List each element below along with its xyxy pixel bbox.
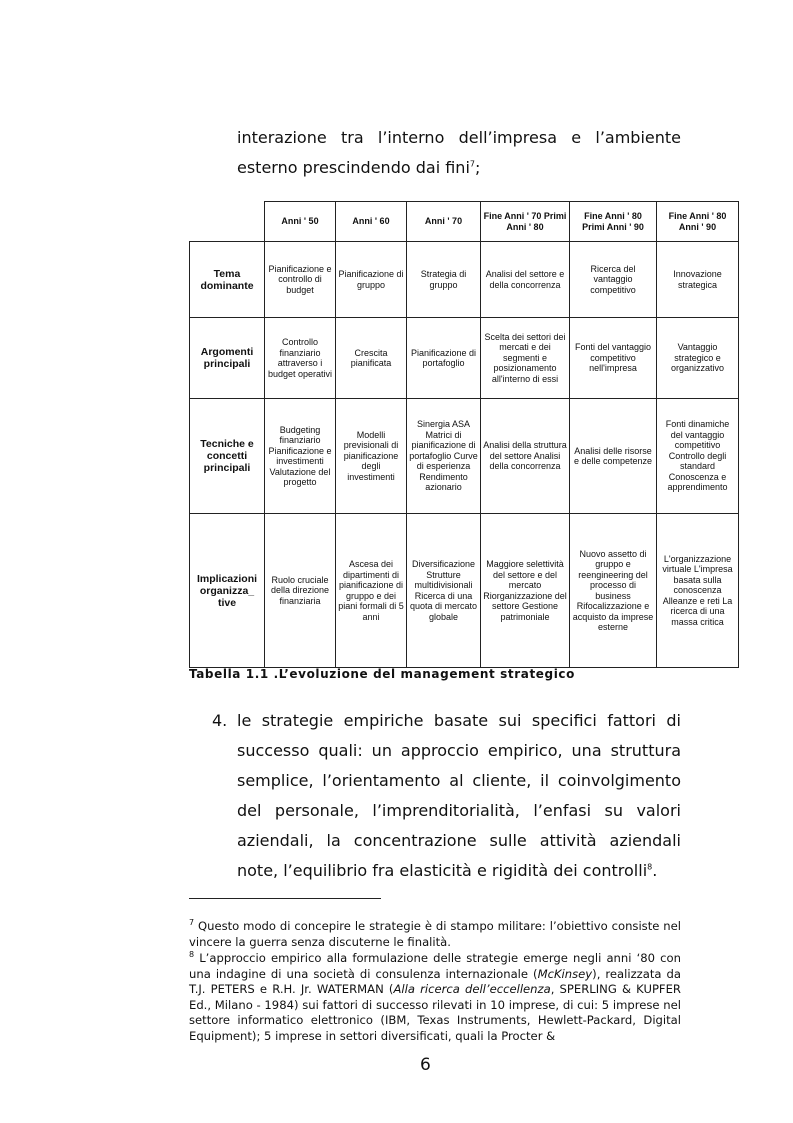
table-header: Anni ' 60: [336, 202, 407, 242]
row-label: Tecniche e concetti principali: [190, 399, 265, 514]
footnote-text: L’approccio empirico alla formulazione delle strategie emerge negli anni ‘80 con una indagine di una società di consulenza internazionale (: [189, 951, 681, 981]
table-cell: Pianificazione di portafoglio: [407, 318, 481, 399]
intro-paragraph: [237, 123, 681, 183]
list-item-4: [212, 706, 681, 886]
table-caption: Tabella 1.1 .L’evoluzione del management strategico: [189, 667, 575, 681]
page-number: 6: [420, 1055, 431, 1075]
row-label: Tema dominante: [190, 242, 265, 318]
table-cell: Modelli previsionali di pianificazione degli investimenti: [336, 399, 407, 514]
footnote-text: Questo modo di concepire le strategie è di stampo militare: l’obiettivo consiste nel vincere la guerra senza discuterne le finalità.: [189, 919, 681, 949]
table-cell: Strategia di gruppo: [407, 242, 481, 318]
table-cell: Fonti del vantaggio competitivo nell'impresa: [570, 318, 657, 399]
table-row: [190, 318, 739, 399]
table-cell: Fonti dinamiche del vantaggio competitivo Controllo degli standard Conoscenza e apprendimento: [657, 399, 739, 514]
table-cell: Controllo finanziario attraverso i budget operativi: [265, 318, 336, 399]
table-cell: Maggiore selettività del settore e del mercato Riorganizzazione del settore Gestione patrimoniale: [481, 514, 570, 668]
table-header: Fine Anni ' 80 Anni ' 90: [657, 202, 739, 242]
table-row: [190, 514, 739, 668]
evolution-table: [189, 201, 739, 668]
table-header: Fine Anni ' 80 Primi Anni ' 90: [570, 202, 657, 242]
table-cell: Budgeting finanziario Pianificazione e investimenti Valutazione del progetto: [265, 399, 336, 514]
list-item-text: le strategie empiriche basate sui specifici fattori di successo quali: un approccio empirico, una struttura semplice, l’orientamento al cliente, il coinvolgimento del personale, l’imprenditorialità, l’enfasi su valori aziendali, la concentrazione sulle attività aziendali note, l’equilibrio fra elasticità e rigidità dei controlli: [237, 711, 681, 880]
table-cell: Ricerca del vantaggio competitivo: [570, 242, 657, 318]
list-item-suffix: .: [652, 861, 658, 880]
row-label: Argomenti principali: [190, 318, 265, 399]
table-corner: [190, 202, 265, 242]
table-cell: Diversificazione Strutture multidivisionali Ricerca di una quota di mercato globale: [407, 514, 481, 668]
footnote-italic: Alla ricerca dell’eccellenza: [393, 982, 551, 997]
footnote-text: , SPERLING & KUPFER Ed., Milano - 1984) sui fattori di successo rilevati in 10 imprese, di cui: 5 imprese nel settore informatico elettronico (IBM, Texas Instruments, Hewlett-Packard, Digital Equipment); 5 imprese in settori diversificati, quali la Procter &: [189, 982, 681, 1043]
table-cell: L'organizzazione virtuale L'impresa basata sulla conoscenza Alleanze e reti La ricerca di una massa critica: [657, 514, 739, 668]
table-cell: Scelta dei settori dei mercati e dei segmenti e posizionamento all'interno di essi: [481, 318, 570, 399]
table-cell: Sinergia ASA Matrici di pianificazione di portafoglio Curve di esperienza Rendimento azionario: [407, 399, 481, 514]
table-header: Anni ' 50: [265, 202, 336, 242]
intro-suffix: ;: [474, 158, 481, 177]
table-cell: Ascesa dei dipartimenti di pianificazione di gruppo e dei piani formali di 5 anni: [336, 514, 407, 668]
footnote-7: [189, 919, 681, 950]
footnote-italic: McKinsey: [537, 966, 593, 981]
footnote-mark: 8: [189, 950, 195, 960]
table-header-row: [190, 202, 739, 242]
table-cell: Vantaggio strategico e organizzativo: [657, 318, 739, 399]
table-header: Anni ' 70: [407, 202, 481, 242]
list-number: 4.: [212, 711, 228, 730]
footnote-mark: 7: [189, 918, 195, 928]
table-cell: Analisi delle risorse e delle competenze: [570, 399, 657, 514]
table-cell: Ruolo cruciale della direzione finanziaria: [265, 514, 336, 668]
table-cell: Analisi del settore e della concorrenza: [481, 242, 570, 318]
footnote-ref-8[interactable]: 8: [647, 862, 653, 872]
table-cell: Pianificazione e controllo di budget: [265, 242, 336, 318]
row-label: Implicazioni organizza_ tive: [190, 514, 265, 668]
table-cell: Nuovo assetto di gruppo e reengineering del processo di business Rifocalizzazione e acquisto da imprese esterne: [570, 514, 657, 668]
table-cell: Crescita pianificata: [336, 318, 407, 399]
footnote-8: [189, 951, 681, 1045]
table-cell: Pianificazione di gruppo: [336, 242, 407, 318]
table-cell: Analisi della struttura del settore Analisi della concorrenza: [481, 399, 570, 514]
table-row: [190, 399, 739, 514]
footnote-separator: [189, 898, 381, 899]
table-row: [190, 242, 739, 318]
intro-text: interazione tra l’interno dell’impresa e l’ambiente esterno prescindendo dai fini: [237, 128, 681, 177]
footnote-text: ), realizzata da T.J. PETERS e R.H. Jr. WATERMAN (: [189, 966, 681, 997]
table-cell: Innovazione strategica: [657, 242, 739, 318]
footnote-ref-7[interactable]: 7: [469, 159, 475, 169]
table-header: Fine Anni ' 70 Primi Anni ' 80: [481, 202, 570, 242]
